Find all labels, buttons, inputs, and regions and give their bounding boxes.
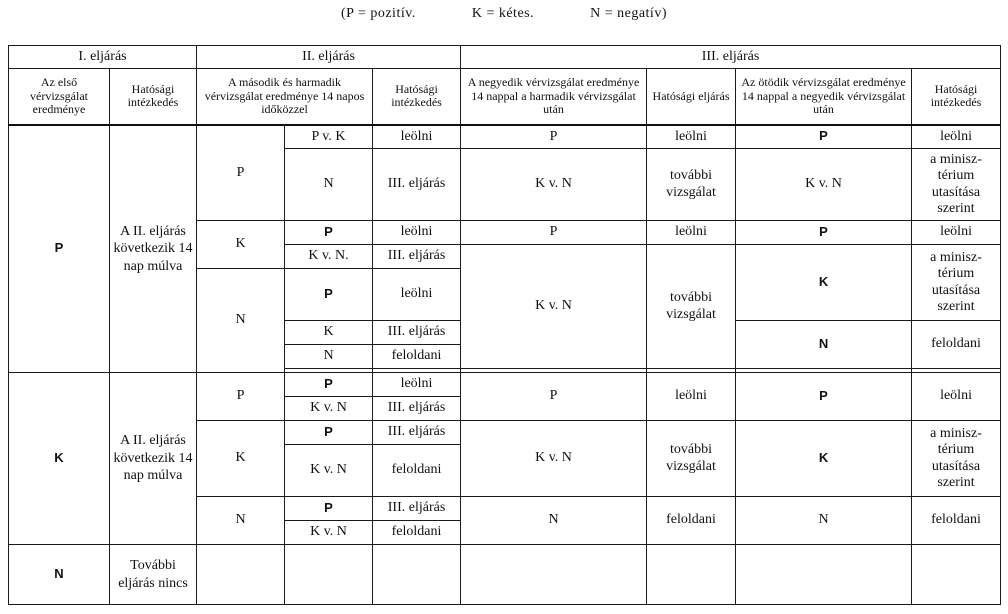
- action-iii: III. eljárás: [373, 245, 461, 269]
- third-test-kvn: K v. N.: [285, 245, 373, 269]
- empty-cell: [197, 545, 285, 605]
- third-test-pvk: P v. K: [285, 125, 373, 149]
- fifth-test-k: K: [736, 245, 912, 321]
- legend-doubtful: K = kétes.: [471, 6, 535, 21]
- third-test-p: P: [285, 269, 373, 321]
- table-row: [9, 545, 1001, 605]
- fourth-test-p: P: [461, 125, 647, 149]
- action-continue-1: A II. eljárás következik 14 nap múlva: [110, 125, 197, 373]
- fifth-test-n: N: [736, 321, 912, 369]
- final-miniszt: a minisz-térium utasítása szerint: [912, 245, 1001, 321]
- fifth-test-p: P: [736, 125, 912, 149]
- second-test-k: K: [197, 421, 285, 497]
- fourth-test-kvn: K v. N: [461, 245, 647, 369]
- procedure-leolni: leölni: [647, 221, 736, 245]
- second-test-n: N: [197, 269, 285, 373]
- empty-cell: [373, 545, 461, 605]
- table-row: [9, 125, 1001, 149]
- empty-cell: [461, 545, 647, 605]
- fourth-test-p: P: [461, 221, 647, 245]
- action-continue-2: A II. eljárás következik 14 nap múlva: [110, 373, 197, 545]
- action-leolni: leölni: [373, 221, 461, 245]
- final-feloldani: feloldani: [912, 497, 1001, 545]
- fifth-test-p: P: [736, 373, 912, 421]
- procedure-feloldani: feloldani: [647, 497, 736, 545]
- third-test-p: P: [285, 373, 373, 397]
- second-test-k: K: [197, 221, 285, 269]
- final-leolni: leölni: [912, 373, 1001, 421]
- final-miniszt: a minisz-térium utasítása szerint: [912, 149, 1001, 221]
- third-test-kvn: K v. N: [285, 397, 373, 421]
- header-action-2: Hatósági intézkedés: [373, 69, 461, 125]
- action-iii: III. eljárás: [373, 149, 461, 221]
- final-leolni: leölni: [912, 221, 1001, 245]
- header-fifth-test: Az ötödik vérvizsgálat eredménye 14 nappal a negyedik vérvizsgálat után: [736, 69, 912, 125]
- procedure-leolni: leölni: [647, 373, 736, 421]
- legend: [0, 6, 1008, 22]
- second-test-p: P: [197, 373, 285, 421]
- fourth-test-kvn: K v. N: [461, 421, 647, 497]
- fourth-test-kvn: K v. N: [461, 149, 647, 221]
- fourth-test-p: P: [461, 373, 647, 421]
- table-row: [9, 373, 1001, 397]
- final-miniszt: a minisz-térium utasítása szerint: [912, 421, 1001, 497]
- header-second-third-test: A második és harmadik vérvizsgálat eredménye 14 napos időközzel: [197, 69, 373, 125]
- action-iii: III. eljárás: [373, 321, 461, 345]
- action-iii: III. eljárás: [373, 497, 461, 521]
- third-test-kvn: K v. N: [285, 521, 373, 545]
- fifth-test-kvn: K v. N: [736, 149, 912, 221]
- first-test-k: K: [9, 373, 110, 545]
- action-iii: III. eljárás: [373, 421, 461, 445]
- column-header-row: [9, 69, 1001, 125]
- fifth-test-n: N: [736, 497, 912, 545]
- header-group-2: II. eljárás: [197, 46, 461, 69]
- third-test-k: K: [285, 321, 373, 345]
- fourth-test-n: N: [461, 497, 647, 545]
- empty-cell: [736, 545, 912, 605]
- action-feloldani: feloldani: [373, 445, 461, 497]
- final-feloldani: feloldani: [912, 321, 1001, 369]
- fifth-test-p: P: [736, 221, 912, 245]
- header-group-3: III. eljárás: [461, 46, 1001, 69]
- third-test-n: N: [285, 345, 373, 369]
- first-test-p: P: [9, 125, 110, 373]
- action-iii: III. eljárás: [373, 397, 461, 421]
- action-feloldani: feloldani: [373, 345, 461, 369]
- header-procedure: Hatósági eljárás: [647, 69, 736, 125]
- action-leolni: leölni: [373, 269, 461, 321]
- action-no-further: További eljárás nincs: [110, 545, 197, 605]
- third-test-p: P: [285, 421, 373, 445]
- header-first-test: Az első vérvizsgálat eredménye: [9, 69, 110, 125]
- empty-cell: [285, 545, 373, 605]
- third-test-p: P: [285, 221, 373, 245]
- procedure-tovabbi: további vizsgálat: [647, 149, 736, 221]
- header-group-1: I. eljárás: [9, 46, 197, 69]
- empty-cell: [647, 545, 736, 605]
- procedure-tovabbi: további vizsgálat: [647, 245, 736, 369]
- action-leolni: leölni: [373, 125, 461, 149]
- final-leolni: leölni: [912, 125, 1001, 149]
- action-leolni: leölni: [373, 373, 461, 397]
- header-fourth-test: A negyedik vérvizsgálat eredménye 14 nappal a harmadik vérvizsgálat után: [461, 69, 647, 125]
- fifth-test-k: K: [736, 421, 912, 497]
- first-test-n: N: [9, 545, 110, 605]
- header-action-3: Hatósági intézkedés: [912, 69, 1001, 125]
- procedure-leolni: leölni: [647, 125, 736, 149]
- legend-negative: N = negatív): [590, 6, 667, 21]
- third-test-p: P: [285, 497, 373, 521]
- third-test-kvn: K v. N: [285, 445, 373, 497]
- second-test-n: N: [197, 497, 285, 545]
- third-test-n: N: [285, 149, 373, 221]
- empty-cell: [912, 545, 1001, 605]
- procedure-tovabbi: további vizsgálat: [647, 421, 736, 497]
- procedure-table: [8, 45, 1001, 605]
- group-header-row: [9, 46, 1001, 69]
- header-action-1: Hatósági intézkedés: [110, 69, 197, 125]
- second-test-p: P: [197, 125, 285, 221]
- legend-positive: (P = pozitív.: [341, 6, 416, 21]
- action-feloldani: feloldani: [373, 521, 461, 545]
